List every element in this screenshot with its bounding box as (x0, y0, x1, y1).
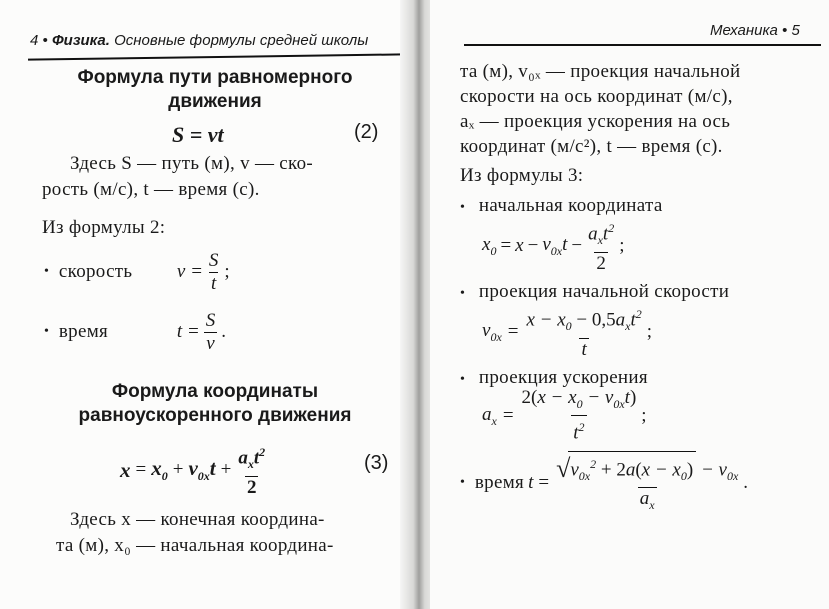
text-line: та (м), v₀ₓ — проекция начальной (460, 61, 741, 82)
bullet-icon: • (44, 264, 49, 279)
list-item (44, 304, 226, 360)
page-number: 5 (791, 22, 800, 39)
left-page (0, 0, 414, 609)
bullet-icon: • (460, 372, 465, 387)
text-line: координат (м/с²), t — время (с). (460, 136, 723, 157)
item-label: проекция ускорения (478, 367, 648, 388)
fraction: $\frac{x - x_0 - 0,5a_xt^2}{t}$ (526, 307, 642, 360)
from-formula-label: Из формулы 3: (460, 165, 584, 186)
numerator: S (205, 309, 216, 331)
header-rule (464, 44, 821, 46)
right-page-header (710, 22, 800, 39)
list-item (460, 192, 663, 220)
item-label: проекция начальной скорости (478, 281, 730, 302)
section-title-accelerated-motion (40, 380, 390, 428)
formula-ax: $a_x$ = $\frac{2(x - x_0 - v_{0x}t)}{t^2}$ ; (482, 387, 647, 444)
item-label: время (58, 321, 109, 342)
equation-number: (3) (364, 452, 389, 474)
list-item: • время t = $\frac{√v_{0x}^2 + 2a(x - x_0) - v_{0x}}{a_x}$ . (460, 452, 748, 514)
header-bullet: • (42, 32, 48, 49)
formula-v0x: $v_{0x}$ = $\frac{x - x_0 - 0,5a_xt^2}{t}$ ; (482, 306, 652, 358)
list-item (460, 278, 729, 306)
denominator: t (211, 272, 217, 294)
book-subtitle: Основные формулы средней школы (114, 32, 369, 49)
bullet-icon: • (460, 286, 465, 301)
page-number: 4 (30, 32, 39, 49)
fraction: $\frac{a_xt^2}{2}$ (588, 221, 615, 274)
text-line: Здесь x — конечная координа- (70, 509, 325, 530)
denominator: v (206, 332, 215, 354)
bullet-icon: • (460, 200, 465, 215)
title-line: Формула координаты (111, 381, 319, 402)
title-line: движения (168, 91, 262, 112)
fraction: $\frac{2(x - x_0 - v_{0x}t)}{t^2}$ (521, 387, 637, 444)
fraction (207, 250, 221, 295)
text-line: рость (м/с), t — время (с). (42, 179, 260, 200)
formula-lhs: t = (176, 321, 200, 342)
formula-s-vt: S = vt (172, 122, 224, 147)
text-line: скорости на ось координат (м/с), (460, 86, 733, 107)
formula-x0: $x_0$ = x − $v_{0x}t$ − $\frac{a_xt^2}{2}$ ; (482, 220, 624, 272)
item-label: начальная координата (478, 195, 663, 216)
chapter-title: Механика (710, 22, 778, 39)
item-label: скорость (58, 261, 133, 282)
bullet-icon: • (460, 475, 465, 490)
text-line: Здесь S — путь (м), v — ско- (70, 153, 314, 174)
header-rule (28, 53, 403, 60)
formula-3: x = $x_0$ + $v_{0x}t$ + $\frac{a_xt^2}{2}$ (120, 440, 267, 500)
book-title: Физика. (51, 32, 110, 49)
text-line: aₓ — проекция ускорения на ось (460, 111, 731, 132)
section-title-uniform-motion (40, 66, 390, 114)
punctuation: . (221, 321, 227, 342)
fraction: $\frac{√v_{0x}^2 + 2a(x - x_0) - v_{0x}}{a_x}$ (554, 451, 740, 516)
formula-t: t (528, 472, 534, 493)
numerator: S (208, 249, 219, 271)
item-label: время (474, 472, 525, 493)
equation-number: (2) (354, 121, 379, 143)
punctuation: ; (224, 261, 230, 282)
fraction: $\frac{a_xt^2}{2}$ (238, 445, 266, 498)
list-item (44, 244, 230, 300)
bullet-icon: • (44, 324, 49, 339)
formula-lhs: v = (176, 261, 203, 282)
right-page (430, 0, 829, 609)
from-formula-label: Из формулы 2: (42, 217, 166, 238)
text-line: та (м), x₀ — начальная координа- (56, 535, 334, 556)
title-line: Формула пути равномерного (77, 67, 353, 88)
left-page-header (30, 32, 368, 49)
title-line: равноускоренного движения (78, 405, 352, 426)
header-bullet: • (782, 22, 788, 39)
fraction (204, 310, 218, 355)
